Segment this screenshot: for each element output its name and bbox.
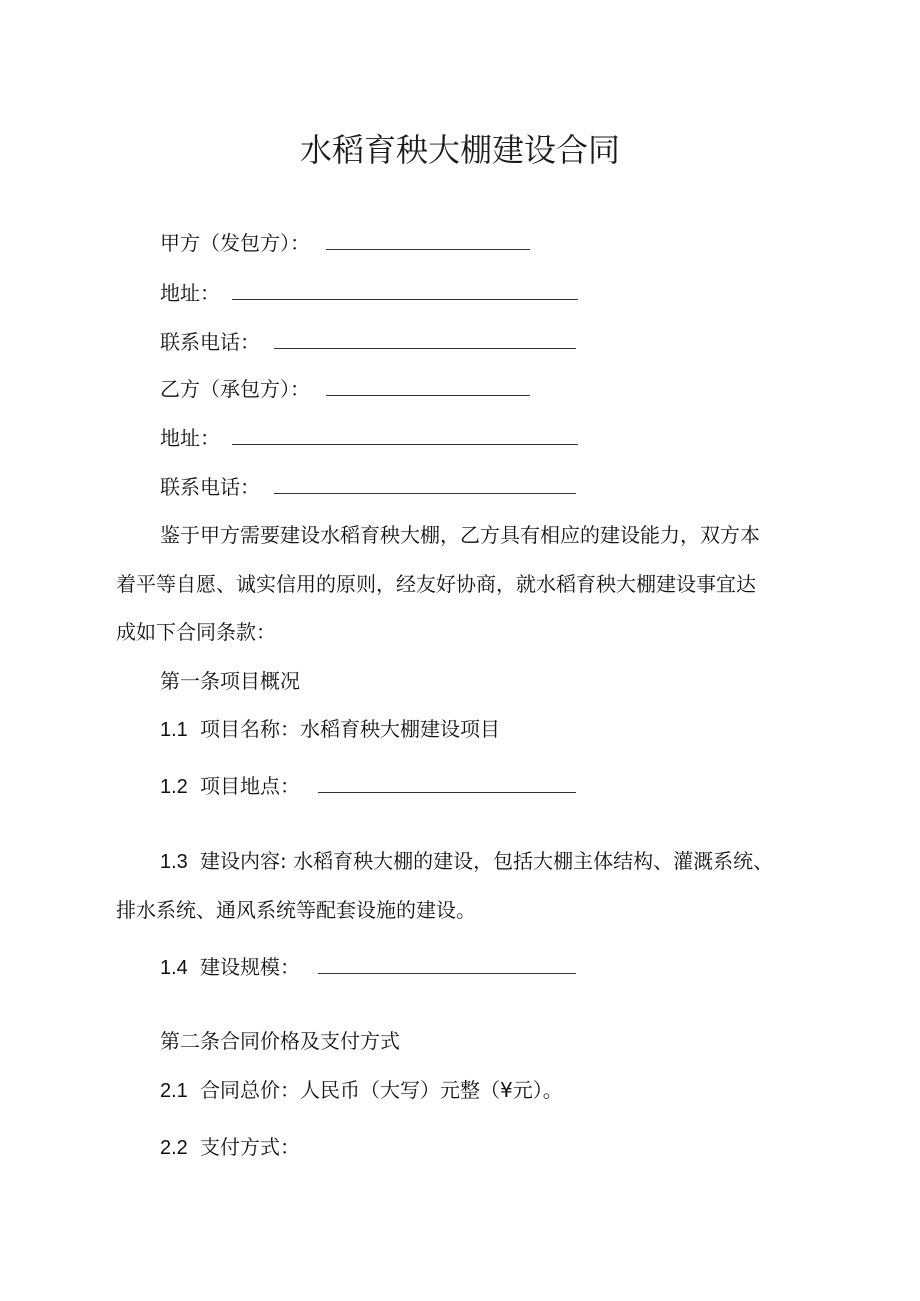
- party-b-address-label: 地址：: [160, 426, 220, 450]
- party-a-row: [160, 228, 530, 258]
- party-b-phone-label: 联系电话：: [160, 475, 260, 499]
- project-location-blank: [318, 774, 576, 793]
- preamble-line-1: 鉴于甲方需要建设水稻育秧大棚，乙方具有相应的建设能力，双方本: [160, 523, 760, 547]
- article-1-item-1: [160, 714, 500, 745]
- item-text: 合同总价：人民币（大写）元整（¥元）。: [200, 1078, 563, 1102]
- item-text: 建设内容: 水稻育秧大棚的建设，包括大棚主体结构、灌溉系统、: [200, 849, 774, 873]
- article-1-item-2: [160, 771, 576, 802]
- party-a-phone-blank: [274, 330, 576, 349]
- party-b-phone-blank: [274, 475, 576, 494]
- page-title: 水稻育秧大棚建设合同: [299, 131, 620, 169]
- party-a-label: 甲方（发包方）：: [160, 231, 310, 255]
- item-number: 1.4: [160, 957, 188, 979]
- party-a-address-blank: [232, 281, 578, 300]
- party-a-address-label: 地址：: [160, 281, 220, 305]
- item-text: 项目名称：水稻育秧大棚建设项目: [200, 717, 500, 741]
- article-1-item-3: [160, 846, 773, 877]
- party-a-blank: [326, 231, 530, 250]
- party-b-address-row: [160, 423, 578, 453]
- article-1-item-4: [160, 952, 576, 983]
- preamble-line-3: 成如下合同条款：: [116, 620, 276, 644]
- item-number: 1.2: [160, 776, 188, 798]
- item-text: 支付方式：: [200, 1135, 300, 1159]
- party-a-phone-row: [160, 327, 576, 357]
- party-b-label: 乙方（承包方）：: [160, 377, 310, 401]
- party-b-row: [160, 374, 530, 404]
- article-2-item-2: [160, 1132, 300, 1163]
- item-text: 项目地点：: [200, 774, 300, 798]
- article-2-item-1: [160, 1075, 563, 1106]
- item-number: 2.2: [160, 1137, 188, 1159]
- item-number: 1.1: [160, 719, 188, 741]
- construction-scale-blank: [318, 955, 576, 974]
- item-number: 2.1: [160, 1080, 188, 1102]
- party-a-address-row: [160, 278, 578, 308]
- preamble-line-2: 着平等自愿、诚实信用的原则，经友好协商，就水稻育秧大棚建设事宜达: [116, 572, 756, 596]
- article-2-heading: 第二条合同价格及支付方式: [160, 1029, 400, 1053]
- party-b-phone-row: [160, 472, 576, 502]
- item-number: 1.3: [160, 851, 188, 873]
- article-1-item-3-continued: 排水系统、通风系统等配套设施的建设。: [116, 898, 476, 922]
- article-1-heading: 第一条项目概况: [160, 669, 300, 693]
- party-a-phone-label: 联系电话：: [160, 330, 260, 354]
- party-b-address-blank: [232, 426, 578, 445]
- item-text: 建设规模：: [200, 955, 300, 979]
- party-b-blank: [326, 377, 530, 396]
